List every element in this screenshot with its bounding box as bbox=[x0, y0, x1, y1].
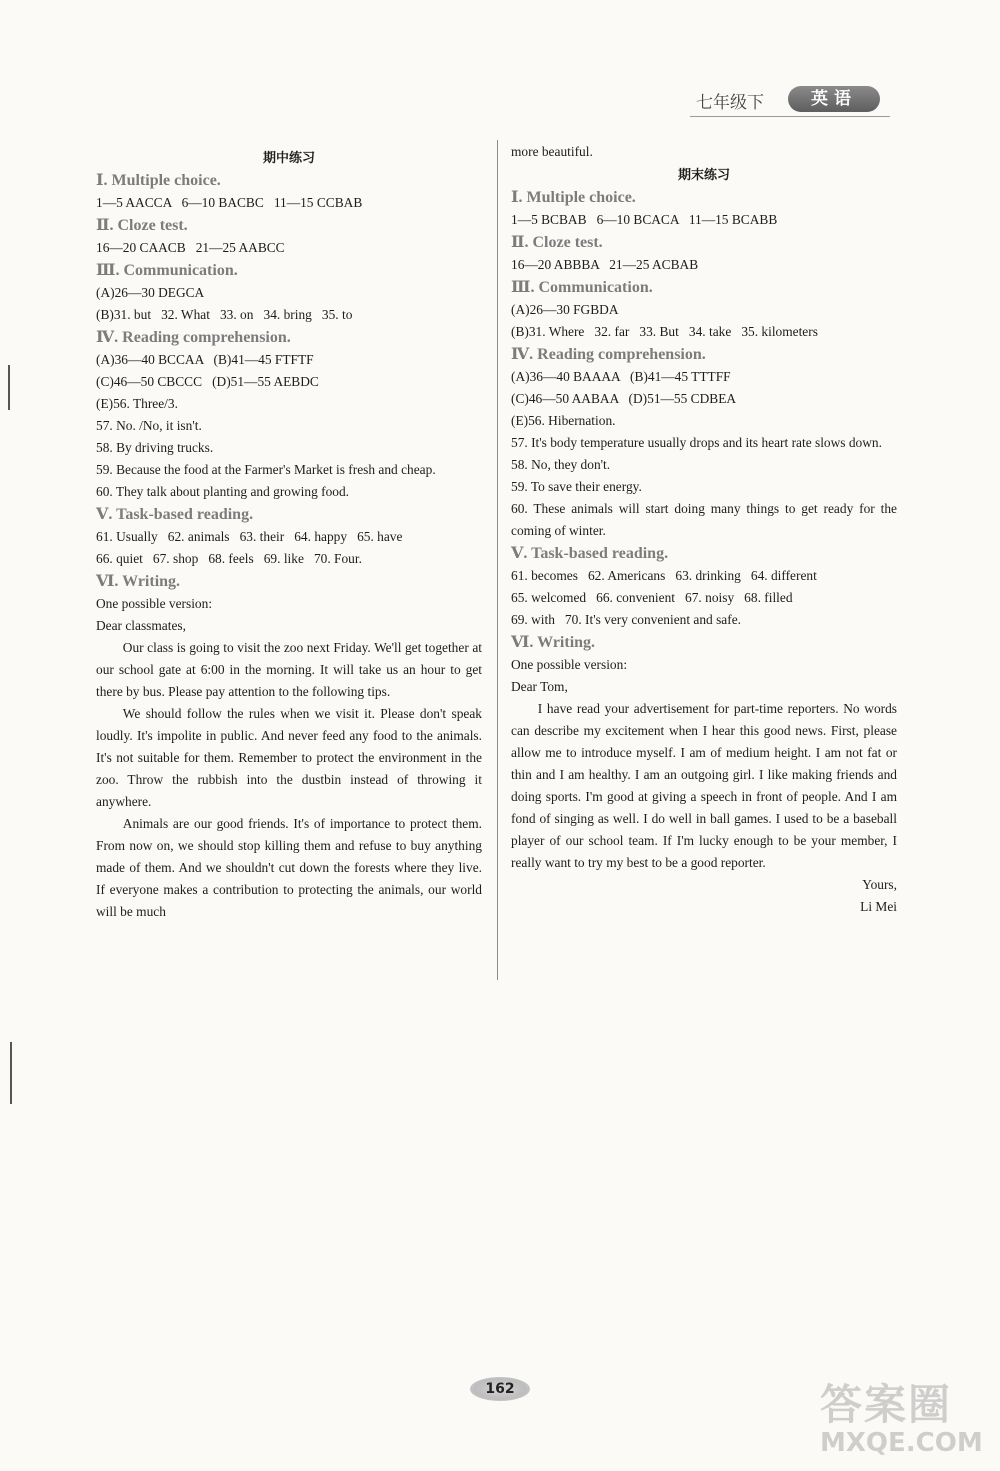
answer-line: 60. They talk about planting and growing food. bbox=[96, 484, 350, 499]
answer-line: (B)31. but 32. What 33. on 34. bring 35. to bbox=[96, 307, 353, 322]
answer-line: (E)56. Hibernation. bbox=[511, 413, 616, 428]
version-label: One possible version: bbox=[96, 596, 213, 611]
answer-line: 58. By driving trucks. bbox=[96, 440, 214, 455]
letter-greeting: Dear Tom, bbox=[511, 679, 568, 694]
essay-paragraph: Our class is going to visit the zoo next Friday. We'll get together at our school gate at 6:00 in the morning. It will take us an hour to get there by bus. Please pay attention to the following tips. bbox=[96, 640, 482, 699]
answer-line: (A)26—30 FGBDA bbox=[511, 302, 619, 317]
answer-line: 60. These animals will start doing many things to get ready for the coming of winter. bbox=[511, 501, 897, 538]
answer-line: 1—5 AACCA 6—10 BACBC 11—15 CCBAB bbox=[96, 195, 363, 210]
section-heading: Ⅱ. Cloze test. bbox=[96, 217, 188, 234]
final-answers-column bbox=[511, 141, 897, 918]
watermark-site: MXQE.COM bbox=[820, 1428, 983, 1458]
section-heading: Ⅰ. Multiple choice. bbox=[511, 189, 636, 206]
grade-label: 七年级下 bbox=[696, 93, 764, 113]
section-heading: Ⅲ. Communication. bbox=[511, 279, 653, 296]
section-heading: Ⅱ. Cloze test. bbox=[511, 234, 603, 251]
answer-line: 57. No. /No, it isn't. bbox=[96, 418, 202, 433]
answer-line: 61. Usually 62. animals 63. their 64. happy 65. have bbox=[96, 529, 403, 544]
section-heading: Ⅰ. Multiple choice. bbox=[96, 172, 221, 189]
section-heading: Ⅳ. Reading comprehension. bbox=[511, 346, 706, 363]
answer-line: 16—20 CAACB 21—25 AABCC bbox=[96, 240, 285, 255]
section-heading: Ⅵ. Writing. bbox=[511, 634, 596, 651]
answer-line: 61. becomes 62. Americans 63. drinking 64. different bbox=[511, 568, 817, 583]
letter-signature: Li Mei bbox=[860, 899, 897, 914]
page-number: 162 bbox=[470, 1377, 530, 1401]
subject-badge: 英语 bbox=[788, 86, 880, 112]
answer-line: (B)31. Where 32. far 33. But 34. take 35. kilometers bbox=[511, 324, 818, 339]
midterm-title: 期中练习 bbox=[262, 151, 315, 166]
section-heading: Ⅳ. Reading comprehension. bbox=[96, 329, 291, 346]
scan-mark bbox=[10, 1042, 12, 1104]
essay-continuation: more beautiful. bbox=[511, 144, 593, 159]
answer-line: 69. with 70. It's very convenient and safe. bbox=[511, 612, 741, 627]
answer-line: 58. No, they don't. bbox=[511, 457, 611, 472]
final-title: 期末练习 bbox=[677, 168, 730, 183]
section-heading: Ⅴ. Task-based reading. bbox=[96, 506, 254, 523]
answer-line: (A)36—40 BCCAA (B)41—45 FTFTF bbox=[96, 352, 314, 367]
answer-line: (A)26—30 DEGCA bbox=[96, 285, 205, 300]
midterm-answers-column bbox=[96, 146, 482, 923]
section-heading: Ⅲ. Communication. bbox=[96, 262, 238, 279]
answer-line: 1—5 BCBAB 6—10 BCACA 11—15 BCABB bbox=[511, 212, 778, 227]
section-heading: Ⅵ. Writing. bbox=[96, 573, 181, 590]
answer-line: 59. Because the food at the Farmer's Market is fresh and cheap. bbox=[96, 462, 436, 477]
answer-line: 57. It's body temperature usually drops and its heart rate slows down. bbox=[511, 435, 882, 450]
essay-paragraph: I have read your advertisement for part-time reporters. No words can describe my excitement when I hear this good news. First, please allow me to introduce myself. I am of medium height. I am not fat or thin and I am healthy. I am an outgoing girl. I like making friends and doing sports. I'm good at giving a speech in front of people. And I am fond of singing as well. I do well in ball games. I used to be a baseball player of our school team. If I'm lucky enough to be your member, I really want to try my best to be a good reporter. bbox=[511, 701, 897, 870]
answer-line: 66. quiet 67. shop 68. feels 69. like 70. Four. bbox=[96, 551, 362, 566]
column-divider bbox=[497, 140, 498, 980]
letter-closing: Yours, bbox=[862, 877, 897, 892]
answer-line: 65. welcomed 66. convenient 67. noisy 68. filled bbox=[511, 590, 793, 605]
essay-paragraph: Animals are our good friends. It's of importance to protect them. From now on, we should stop killing them and refuse to buy anything made of them. And we shouldn't cut down the forests where they live. If everyone makes a contribution to protecting the animals, our world will be much bbox=[96, 816, 482, 919]
essay-paragraph: We should follow the rules when we visit it. Please don't speak loudly. It's impolite in public. And never feed any food to the animals. It's not suitable for them. Remember to protect the environment in the zoo. Throw the rubbish into the dustbin instead of throwing it anywhere. bbox=[96, 706, 482, 809]
answer-line: 16—20 ABBBA 21—25 ACBAB bbox=[511, 257, 699, 272]
section-heading: Ⅴ. Task-based reading. bbox=[511, 545, 669, 562]
watermark-chars: 答案圈 bbox=[820, 1380, 953, 1429]
letter-greeting: Dear classmates, bbox=[96, 618, 186, 633]
header-rule bbox=[690, 116, 890, 117]
answer-line: (C)46—50 CBCCC (D)51—55 AEBDC bbox=[96, 374, 319, 389]
answer-line: (E)56. Three/3. bbox=[96, 396, 178, 411]
page-header bbox=[690, 86, 890, 116]
answer-line: 59. To save their energy. bbox=[511, 479, 642, 494]
version-label: One possible version: bbox=[511, 657, 628, 672]
scan-mark bbox=[8, 365, 10, 410]
watermark-logo bbox=[820, 1372, 995, 1467]
answer-line: (A)36—40 BAAAA (B)41—45 TTTFF bbox=[511, 369, 731, 384]
answer-line: (C)46—50 AABAA (D)51—55 CDBEA bbox=[511, 391, 737, 406]
